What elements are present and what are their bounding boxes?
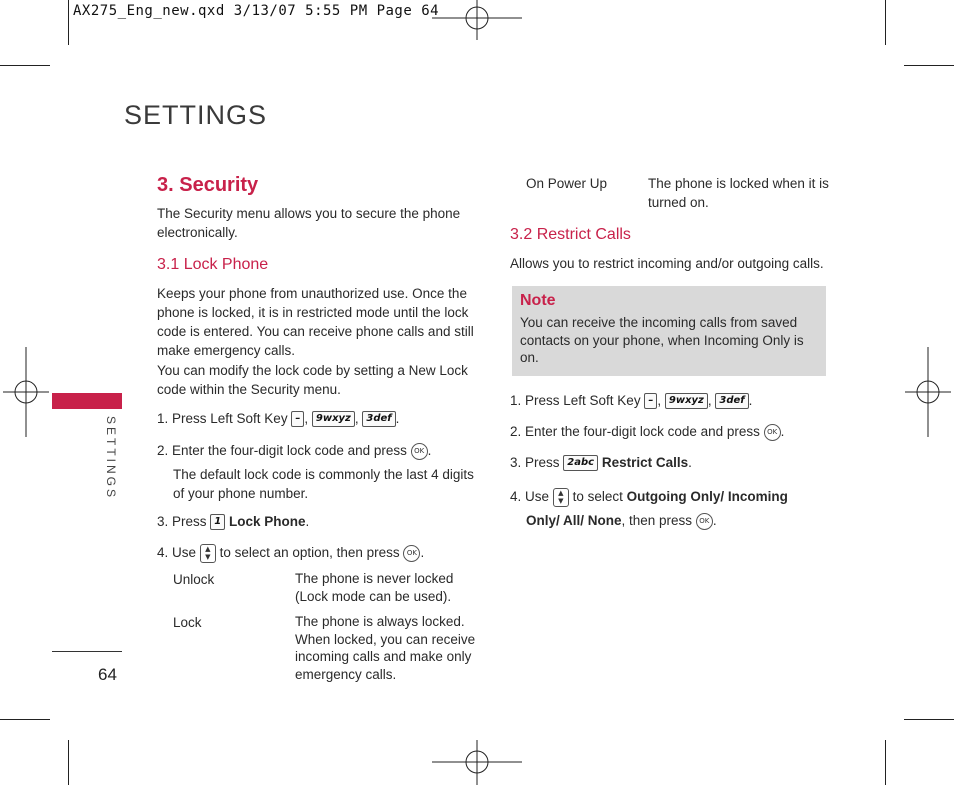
period: . bbox=[427, 443, 432, 458]
option-desc: The phone is locked when it is turned on. bbox=[648, 176, 829, 210]
key-2-icon: 2abc bbox=[563, 455, 598, 471]
step-2 bbox=[510, 422, 784, 441]
option-label: Lock bbox=[173, 615, 202, 630]
option-label: Unlock bbox=[173, 572, 215, 587]
key-1-icon: 1 bbox=[210, 514, 225, 530]
subsection-title: 3.2 Restrict Calls bbox=[510, 226, 631, 243]
paragraph: You can modify the lock code by setting a New Lock code within the Security menu. bbox=[157, 363, 468, 397]
side-tab bbox=[52, 393, 122, 409]
menu-options: Only/ All/ None bbox=[526, 513, 622, 528]
crop-mark bbox=[885, 740, 886, 785]
nav-key-icon: ▲ ▼ bbox=[200, 544, 216, 563]
section-intro: The Security menu allows you to secure the phone electronically. bbox=[157, 206, 461, 240]
option-desc: The phone is never locked (Lock mode can be used). bbox=[295, 571, 454, 604]
page-number: 64 bbox=[98, 665, 117, 684]
menu-target: Lock Phone bbox=[229, 514, 306, 529]
period: . bbox=[780, 424, 785, 439]
paragraph: Keeps your phone from unauthorized use. Once the phone is locked, it is in restricted mode until the lock code is entered. You can receive phone calls and still make emergency calls. bbox=[157, 286, 474, 358]
key-9-icon: 9wxyz bbox=[665, 393, 708, 409]
side-label: SETTINGS bbox=[104, 416, 118, 501]
step-3 bbox=[157, 512, 309, 531]
step-text: 3. Press bbox=[510, 455, 560, 470]
step-text: to select bbox=[572, 489, 623, 504]
subsection-title: 3.1 Lock Phone bbox=[157, 256, 269, 273]
comma: , bbox=[657, 393, 662, 408]
step-text: 1. Press Left Soft Key bbox=[510, 393, 641, 408]
period: . bbox=[395, 411, 400, 426]
menu-target: Restrict Calls bbox=[601, 455, 689, 470]
page-title: SETTINGS bbox=[124, 100, 268, 130]
crop-mark bbox=[68, 740, 69, 785]
step-text: 1. Press Left Soft Key bbox=[157, 411, 288, 426]
comma: , bbox=[304, 411, 309, 426]
step-1 bbox=[157, 409, 399, 428]
key-9-icon: 9wxyz bbox=[312, 411, 355, 427]
key-3-icon: 3def bbox=[362, 411, 395, 427]
ok-key-icon: OK bbox=[764, 424, 781, 441]
step-text: to select an option, then press bbox=[219, 545, 400, 560]
step-text: 3. Press bbox=[157, 514, 207, 529]
crop-mark bbox=[0, 719, 50, 720]
crop-mark bbox=[0, 65, 50, 66]
step-1 bbox=[510, 391, 752, 410]
step-text: 4. Use bbox=[510, 489, 550, 504]
crop-mark bbox=[885, 0, 886, 45]
period: . bbox=[305, 514, 310, 529]
period: . bbox=[748, 393, 753, 408]
note-text: You can receive the incoming calls from saved contacts on your phone, when Incoming Only is on. bbox=[520, 315, 804, 365]
option-desc: The phone is always locked. When locked, you can receive incoming calls and make only emergency calls. bbox=[295, 614, 476, 682]
registration-mark-icon bbox=[432, 740, 522, 785]
step-3 bbox=[510, 453, 692, 472]
crop-mark bbox=[904, 65, 954, 66]
comma: , bbox=[354, 411, 359, 426]
step-text: 2. Enter the four-digit lock code and press bbox=[157, 443, 407, 458]
step-text: 2. Enter the four-digit lock code and press bbox=[510, 424, 760, 439]
step-4 bbox=[157, 543, 424, 563]
period: . bbox=[420, 545, 425, 560]
registration-mark-icon bbox=[3, 347, 49, 437]
soft-key-icon: – bbox=[291, 411, 304, 427]
subsection-intro: Allows you to restrict incoming and/or outgoing calls. bbox=[510, 256, 824, 271]
crop-mark bbox=[68, 0, 69, 45]
key-3-icon: 3def bbox=[715, 393, 748, 409]
step-note: The default lock code is commonly the last 4 digits of your phone number. bbox=[173, 467, 474, 501]
printer-slug: AX275_Eng_new.qxd 3/13/07 5:55 PM Page 64 bbox=[73, 3, 440, 19]
registration-mark-icon bbox=[432, 0, 522, 40]
soft-key-icon: – bbox=[644, 393, 657, 409]
step-text: , then press bbox=[621, 513, 693, 528]
step-2 bbox=[157, 441, 431, 460]
period: . bbox=[712, 513, 717, 528]
section-title: 3. Security bbox=[157, 174, 259, 196]
divider bbox=[52, 651, 122, 652]
step-text: 4. Use bbox=[157, 545, 197, 560]
ok-key-icon: OK bbox=[411, 443, 428, 460]
ok-key-icon: OK bbox=[403, 545, 420, 562]
registration-mark-icon bbox=[905, 347, 951, 437]
step-4 bbox=[510, 487, 788, 507]
nav-key-icon: ▲ ▼ bbox=[553, 488, 569, 507]
ok-key-icon: OK bbox=[696, 513, 713, 530]
step-4-cont bbox=[526, 511, 717, 530]
option-label: On Power Up bbox=[526, 176, 608, 191]
menu-options: Outgoing Only/ Incoming bbox=[626, 489, 788, 504]
comma: , bbox=[707, 393, 712, 408]
crop-mark bbox=[904, 719, 954, 720]
note-box bbox=[512, 286, 826, 376]
note-title: Note bbox=[520, 292, 556, 309]
period: . bbox=[688, 455, 692, 470]
